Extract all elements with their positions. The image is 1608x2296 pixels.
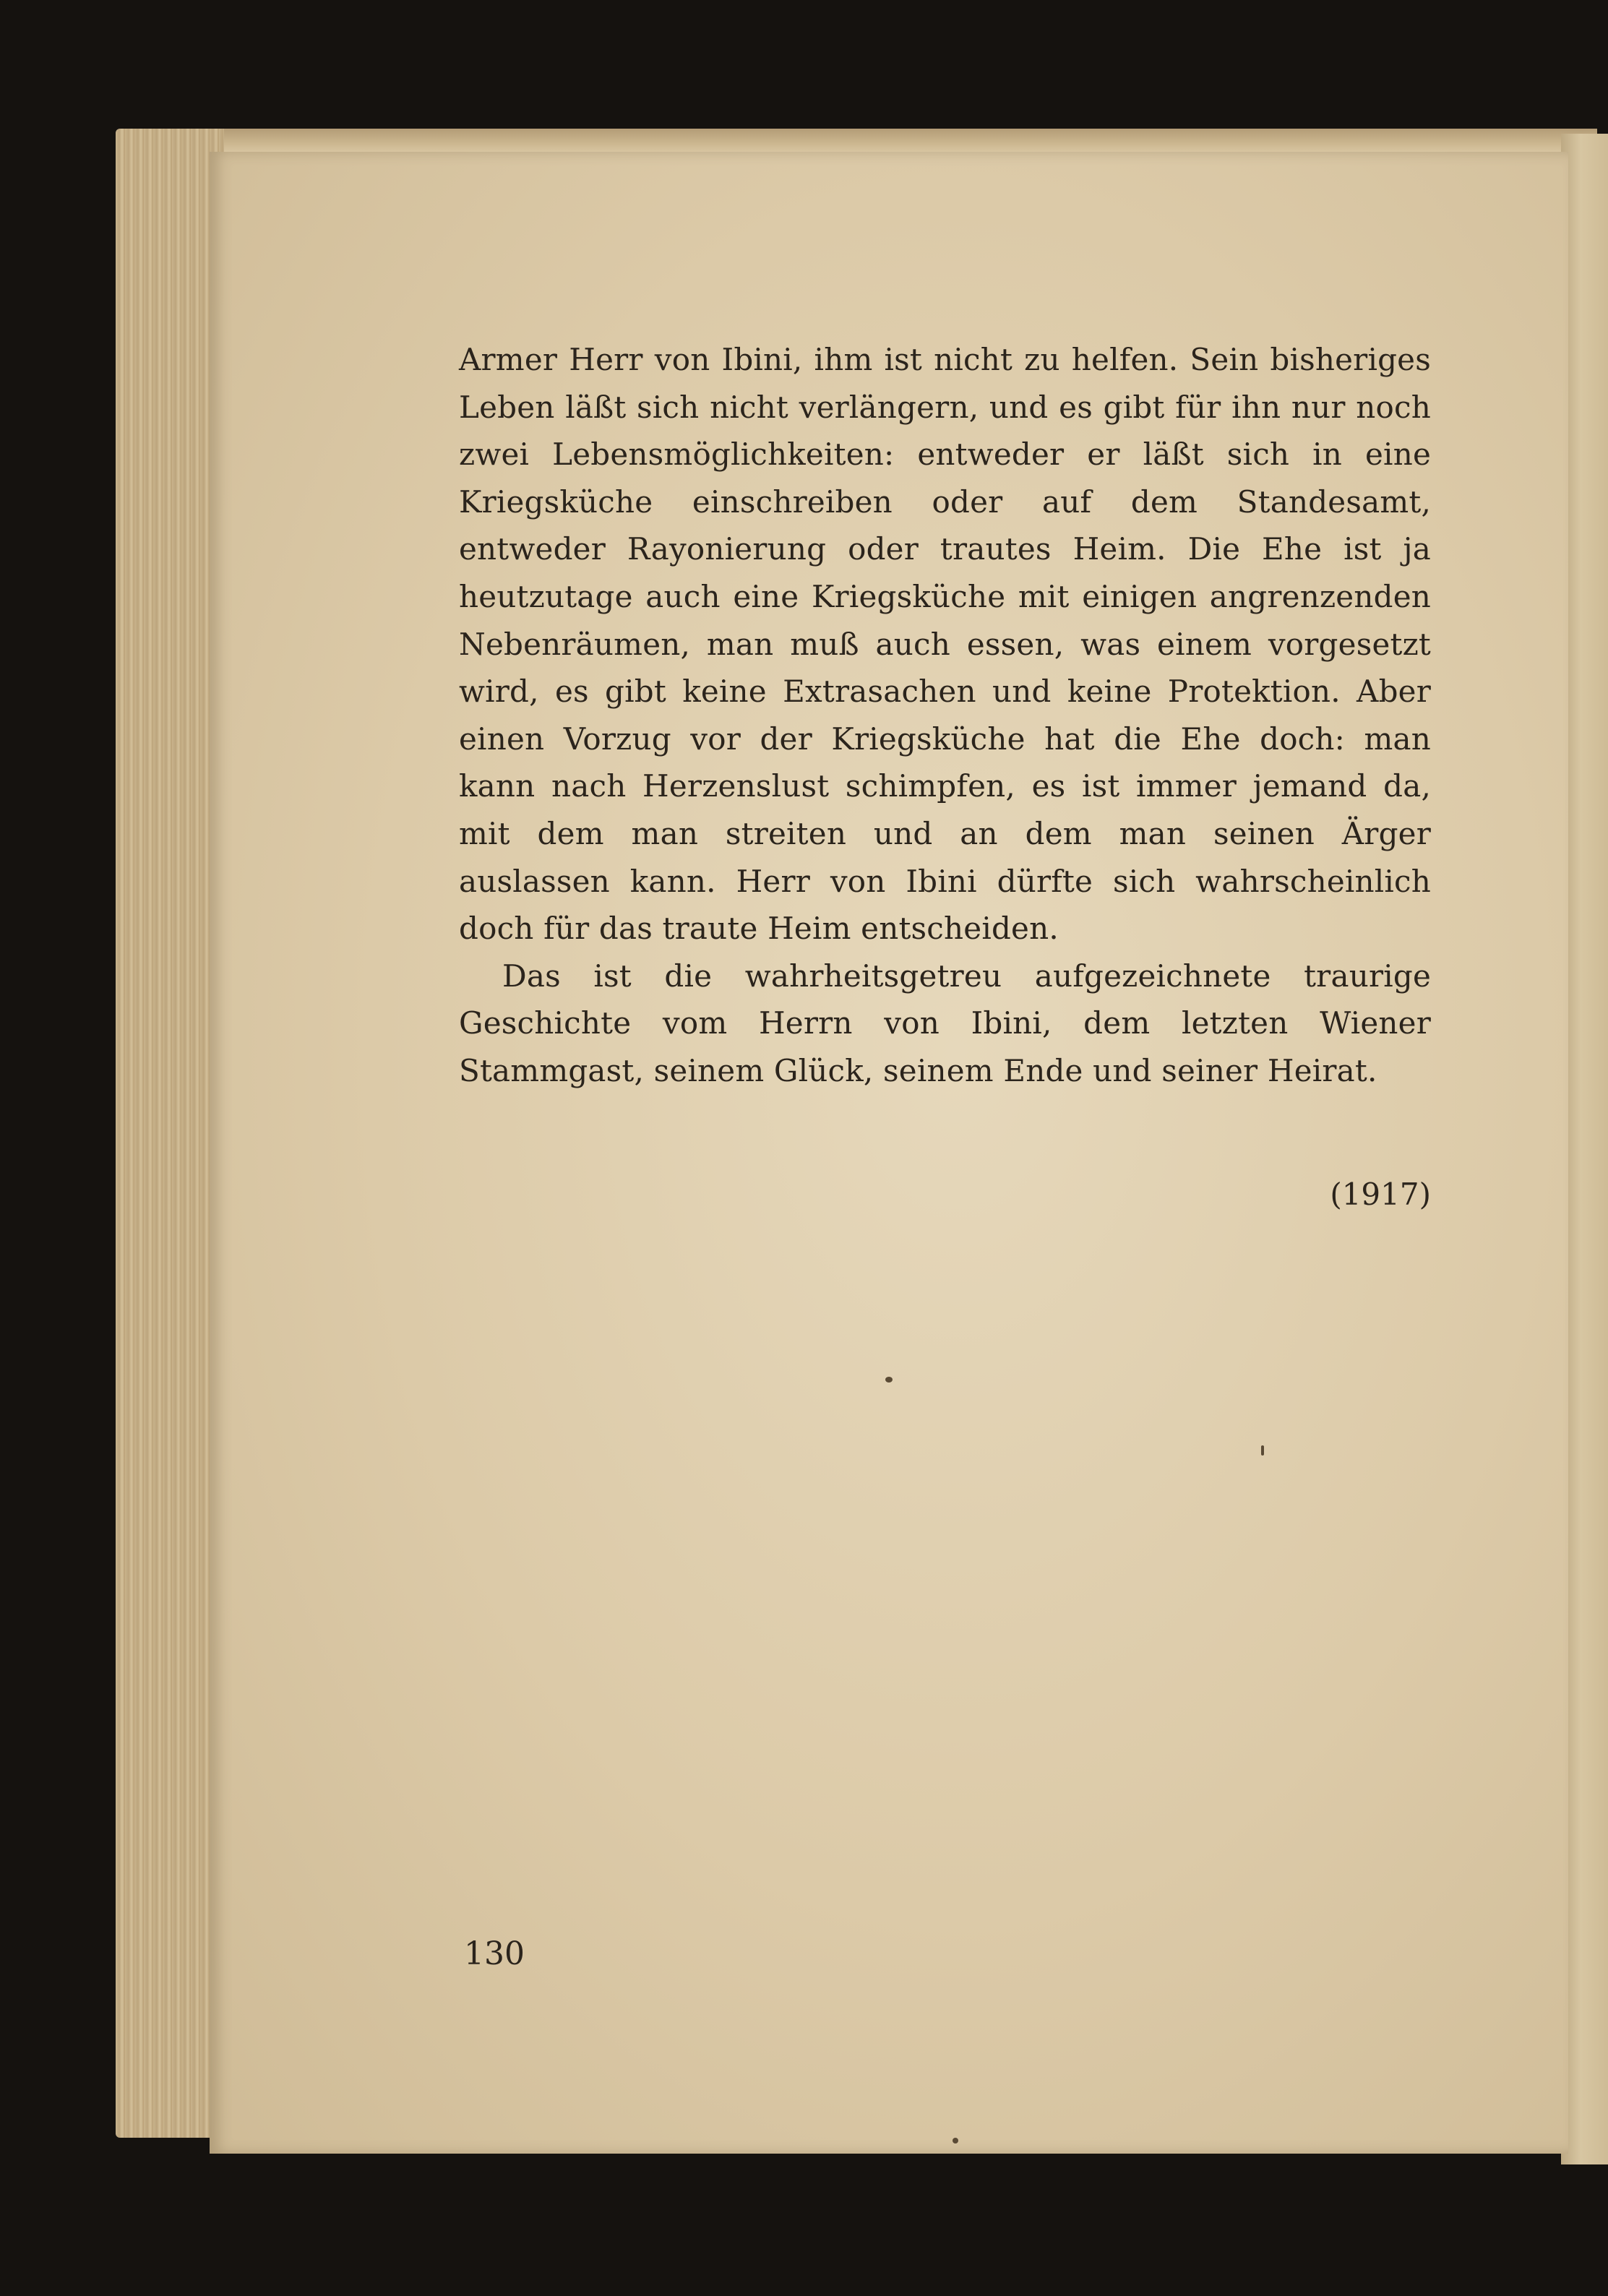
page-number: 130 [464, 1935, 525, 1972]
paper-speck [885, 1377, 893, 1383]
paper-speck [953, 2138, 958, 2144]
paragraph-1: Armer Herr von Ibini, ihm ist nicht zu helfen. Sein bisheriges Leben läßt sich nicht verlängern, und es gibt für ihn nur noch zwei Lebensmöglichkeiten: entweder er läßt sich in eine Kriegsküche einschreiben oder auf dem Standesamt, entweder Rayonierung oder trautes Heim. Die Ehe ist ja heutzutage auch eine Kriegsküche mit einigen angrenzenden Nebenräumen, man muß auch essen, was einem vorgesetzt wird, es gibt keine Extrasachen und keine Protektion. Aber einen Vorzug vor der Kriegsküche hat die Ehe doch: man kann nach Herzenslust schimpfen, es ist immer jemand da, mit dem man streiten und an dem man seinen Ärger auslassen kann. Herr von Ibini dürfte sich wahrscheinlich doch für das traute Heim entscheiden. [459, 342, 1431, 947]
page-top-edge [123, 129, 1597, 155]
page-stack-edges [116, 129, 224, 2138]
paper-speck [1261, 1445, 1264, 1456]
body-text [459, 336, 1431, 1095]
year-note: (1917) [1330, 1177, 1431, 1212]
paragraph-2: Das ist die wahrheitsgetreu aufgezeichnete traurige Geschichte vom Herrn von Ibini, dem letzten Wiener Stammgast, seinem Glück, seinem Ende und seiner Heirat. [459, 958, 1431, 1088]
